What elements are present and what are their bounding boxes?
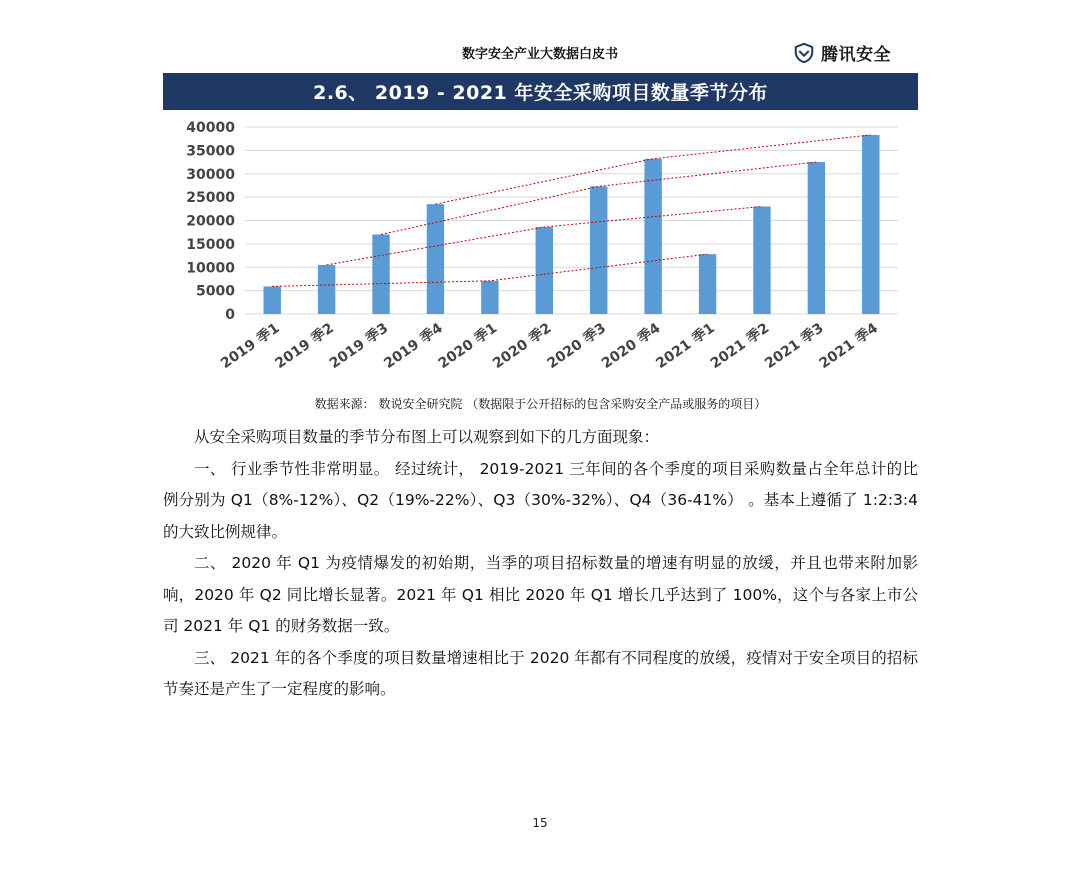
y-tick-label: 20000 xyxy=(186,213,235,230)
body-text xyxy=(163,422,918,706)
bar xyxy=(644,159,661,314)
x-tick-label: 2020 季3 xyxy=(544,320,610,373)
tencent-security-shield-icon xyxy=(793,42,815,64)
paragraph-intro: 从安全采购项目数量的季节分布图上可以观察到如下的几方面现象： xyxy=(194,428,660,446)
bar xyxy=(699,254,716,314)
bar xyxy=(264,286,281,314)
document-header-title: 数字安全产业大数据白皮书 xyxy=(461,47,618,62)
bar xyxy=(536,227,553,314)
brand xyxy=(793,40,891,65)
x-tick-label: 2019 季1 xyxy=(217,320,283,373)
bar xyxy=(318,265,335,314)
paragraph-2: 二、 2020 年 Q1 为疫情爆发的初始期，当季的项目招标数量的增速有明显的放缓，并且也带来附加影响，2020 年 Q2 同比增长显著。2021 年 Q1 相比 2020 年 Q1 增长几乎达到了 100%，这个与各家上市公司 2021 年 Q1 的财务数据一致。 xyxy=(163,554,918,635)
bar xyxy=(753,206,770,314)
brand-name: 腾讯安全 xyxy=(821,45,891,65)
section-title-banner xyxy=(163,73,918,110)
bar xyxy=(427,204,444,314)
x-tick-label: 2021 季4 xyxy=(816,320,882,373)
y-tick-label: 25000 xyxy=(186,190,235,207)
bar xyxy=(481,281,498,314)
x-tick-label: 2021 季2 xyxy=(707,320,773,373)
y-tick-label: 35000 xyxy=(186,143,235,160)
x-tick-label: 2021 季3 xyxy=(762,320,827,373)
bar xyxy=(590,186,607,314)
y-tick-label: 30000 xyxy=(186,166,235,183)
bar xyxy=(808,162,825,314)
y-tick-label: 0 xyxy=(225,307,235,323)
x-tick-label: 2020 季1 xyxy=(435,320,501,373)
bar xyxy=(862,135,879,314)
y-tick-label: 5000 xyxy=(196,283,235,300)
x-tick-label: 2019 季2 xyxy=(272,320,337,373)
x-tick-label: 2020 季4 xyxy=(598,320,664,373)
bar xyxy=(372,235,389,314)
section-title: 2.6、 2019 - 2021 年安全采购项目数量季节分布 xyxy=(313,82,768,104)
x-tick-label: 2021 季1 xyxy=(653,320,718,373)
page-number: 15 xyxy=(532,816,548,830)
y-tick-label: 15000 xyxy=(186,236,235,253)
y-tick-label: 40000 xyxy=(186,120,235,136)
x-tick-label: 2019 季3 xyxy=(326,320,392,373)
x-tick-label: 2020 季2 xyxy=(490,320,555,373)
bar-chart xyxy=(163,114,918,390)
bar-chart-svg xyxy=(163,114,918,390)
paragraph-3: 三、 2021 年的各个季度的项目数量增速相比于 2020 年都有不同程度的放缓，疫情对于安全项目的招标节奏还是产生了一定程度的影响。 xyxy=(163,648,918,698)
x-tick-label: 2019 季4 xyxy=(381,320,446,373)
paragraph-1: 一、 行业季节性非常明显。 经过统计， 2019-2021 三年间的各个季度的项目采购数量占全年总计的比例分别为 Q1（8%-12%）、Q2（19%-22%）、Q3（30%-32%）、Q4（36-41%） 。基本上遵循了 1:2:3:4 的大致比例规律。 xyxy=(163,459,918,541)
y-tick-label: 10000 xyxy=(186,260,235,277)
chart-source-note: 数据来源： 数说安全研究院 （数据限于公开招标的包含采购安全产品或服务的项目） xyxy=(314,397,767,411)
